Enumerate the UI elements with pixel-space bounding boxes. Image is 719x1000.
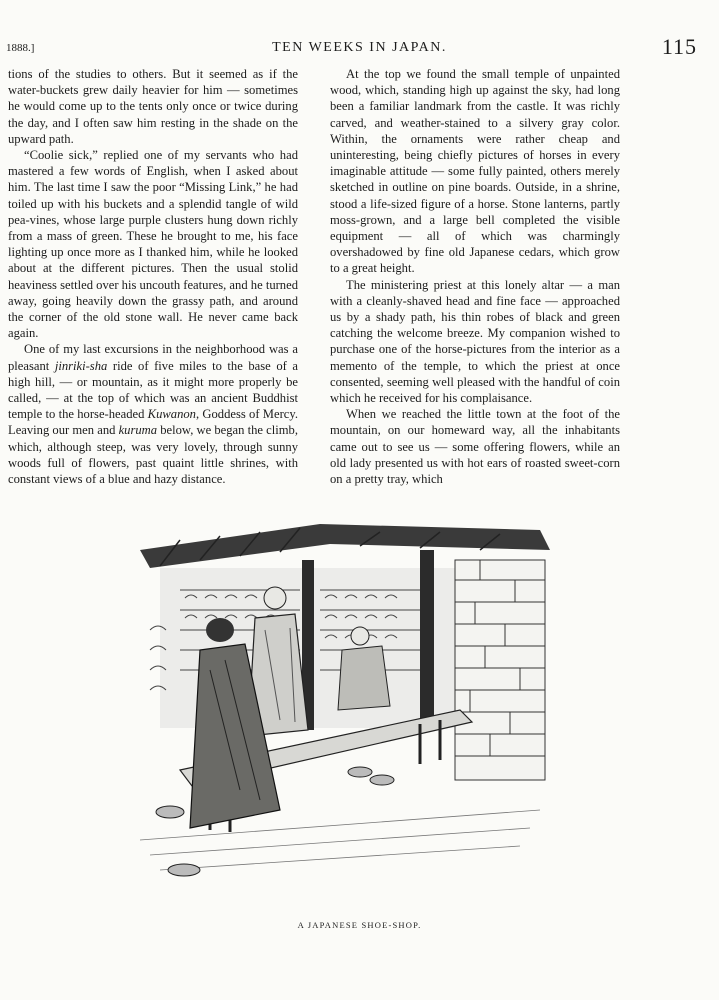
text-run: ride of five miles to the base of a high hill, — or mountain, as it might more properly be called, — at the top of which was an ancient Buddhist temple to the horse-headed <box>8 358 298 422</box>
text-run: below, we began the climb, which, although steep, was very lovely, through sunny woods full of flowers, past quaint little shrines, with constant views of a blue and hazy distance. <box>8 423 298 487</box>
right-column <box>330 66 620 487</box>
right-paragraph-3: When we reached the little town at the foot of the mountain, on our homeward way, all the inhabitants came out to see us — some offering flowers, while an old lady presented us with hot ears of roasted sweet-corn on a pretty tray, which <box>330 407 620 487</box>
header-title: TEN WEEKS IN JAPAN. <box>272 40 447 55</box>
left-paragraph-3 <box>8 341 298 487</box>
page-number: 115 <box>661 34 697 59</box>
right-paragraph-2: The ministering priest at this lonely altar — a man with a cleanly-shaved head and fine face — approached us by a shady path, his thin robes of black and green catching the welcome breeze. My companion wished to purchase one of the horse-pictures from the interior as a memento of the temple, to which the priest at once consented, seeming well pleased with the handful of coin which he received for his complaisance. <box>330 277 620 406</box>
stone-wall <box>455 560 545 780</box>
left-paragraph-1: tions of the studies to others. But it seemed as if the water-buckets grew daily heavier for him — sometimes he would come up to the tents only once or twice during the day, and I often saw him resting in the shade on the upward path. <box>8 67 298 146</box>
left-paragraph-2: “Coolie sick,” replied one of my servants who had mastered a few words of English, when I asked about him. The last time I saw the poor “Missing Link,” he had toiled up with his buckets and a splendid tangle of wild pea-vines, whose large purple clusters hung down richly from a mass of green. These he brought to me, his face lighting up once more as I thanked him, while he looked about at the different pictures. Then the usual stolid heaviness settled over his uncouth features, and he turned away, going heavily down the grassy path, and around the corner of the old stone wall. He never came back again. <box>8 148 298 341</box>
post <box>420 550 434 730</box>
left-column <box>8 66 298 487</box>
italic-term-kuruma: kuruma <box>118 423 158 438</box>
engraving-image <box>120 510 560 900</box>
text-run: One of my last excursions in the neighborhood was a pleasant <box>8 342 298 373</box>
italic-term-jinriki-sha: jinriki-sha <box>54 358 108 373</box>
illustration-shoe-shop <box>120 510 560 900</box>
italic-term-kuwanon: Kuwanon <box>147 407 196 422</box>
text-run: , Goddess of Mercy. Leaving our men and <box>8 407 298 438</box>
running-header <box>0 34 719 62</box>
figure-caption: A JAPANESE SHOE-SHOP. <box>297 920 422 930</box>
right-paragraph-1: At the top we found the small temple of unpainted wood, which, standing high up against the sky, had long been a familiar landmark from the castle. It was richly carved, and weather-stained to a silvery gray color. Within, the ornaments were rather cheap and uninteresting, being chiefly pictures of horses in every imaginable attitude — some fully painted, others merely sketched in outline on pine boards. Outside, in a shrine, stood a life-sized figure of a horse. Stone lanterns, partly moss-grown, and a large bell completed the visible equipment — all of which was charmingly overshadowed by fine old Japanese cedars, which grow to a great height. <box>330 67 620 276</box>
header-date: 1888.] <box>6 42 35 54</box>
